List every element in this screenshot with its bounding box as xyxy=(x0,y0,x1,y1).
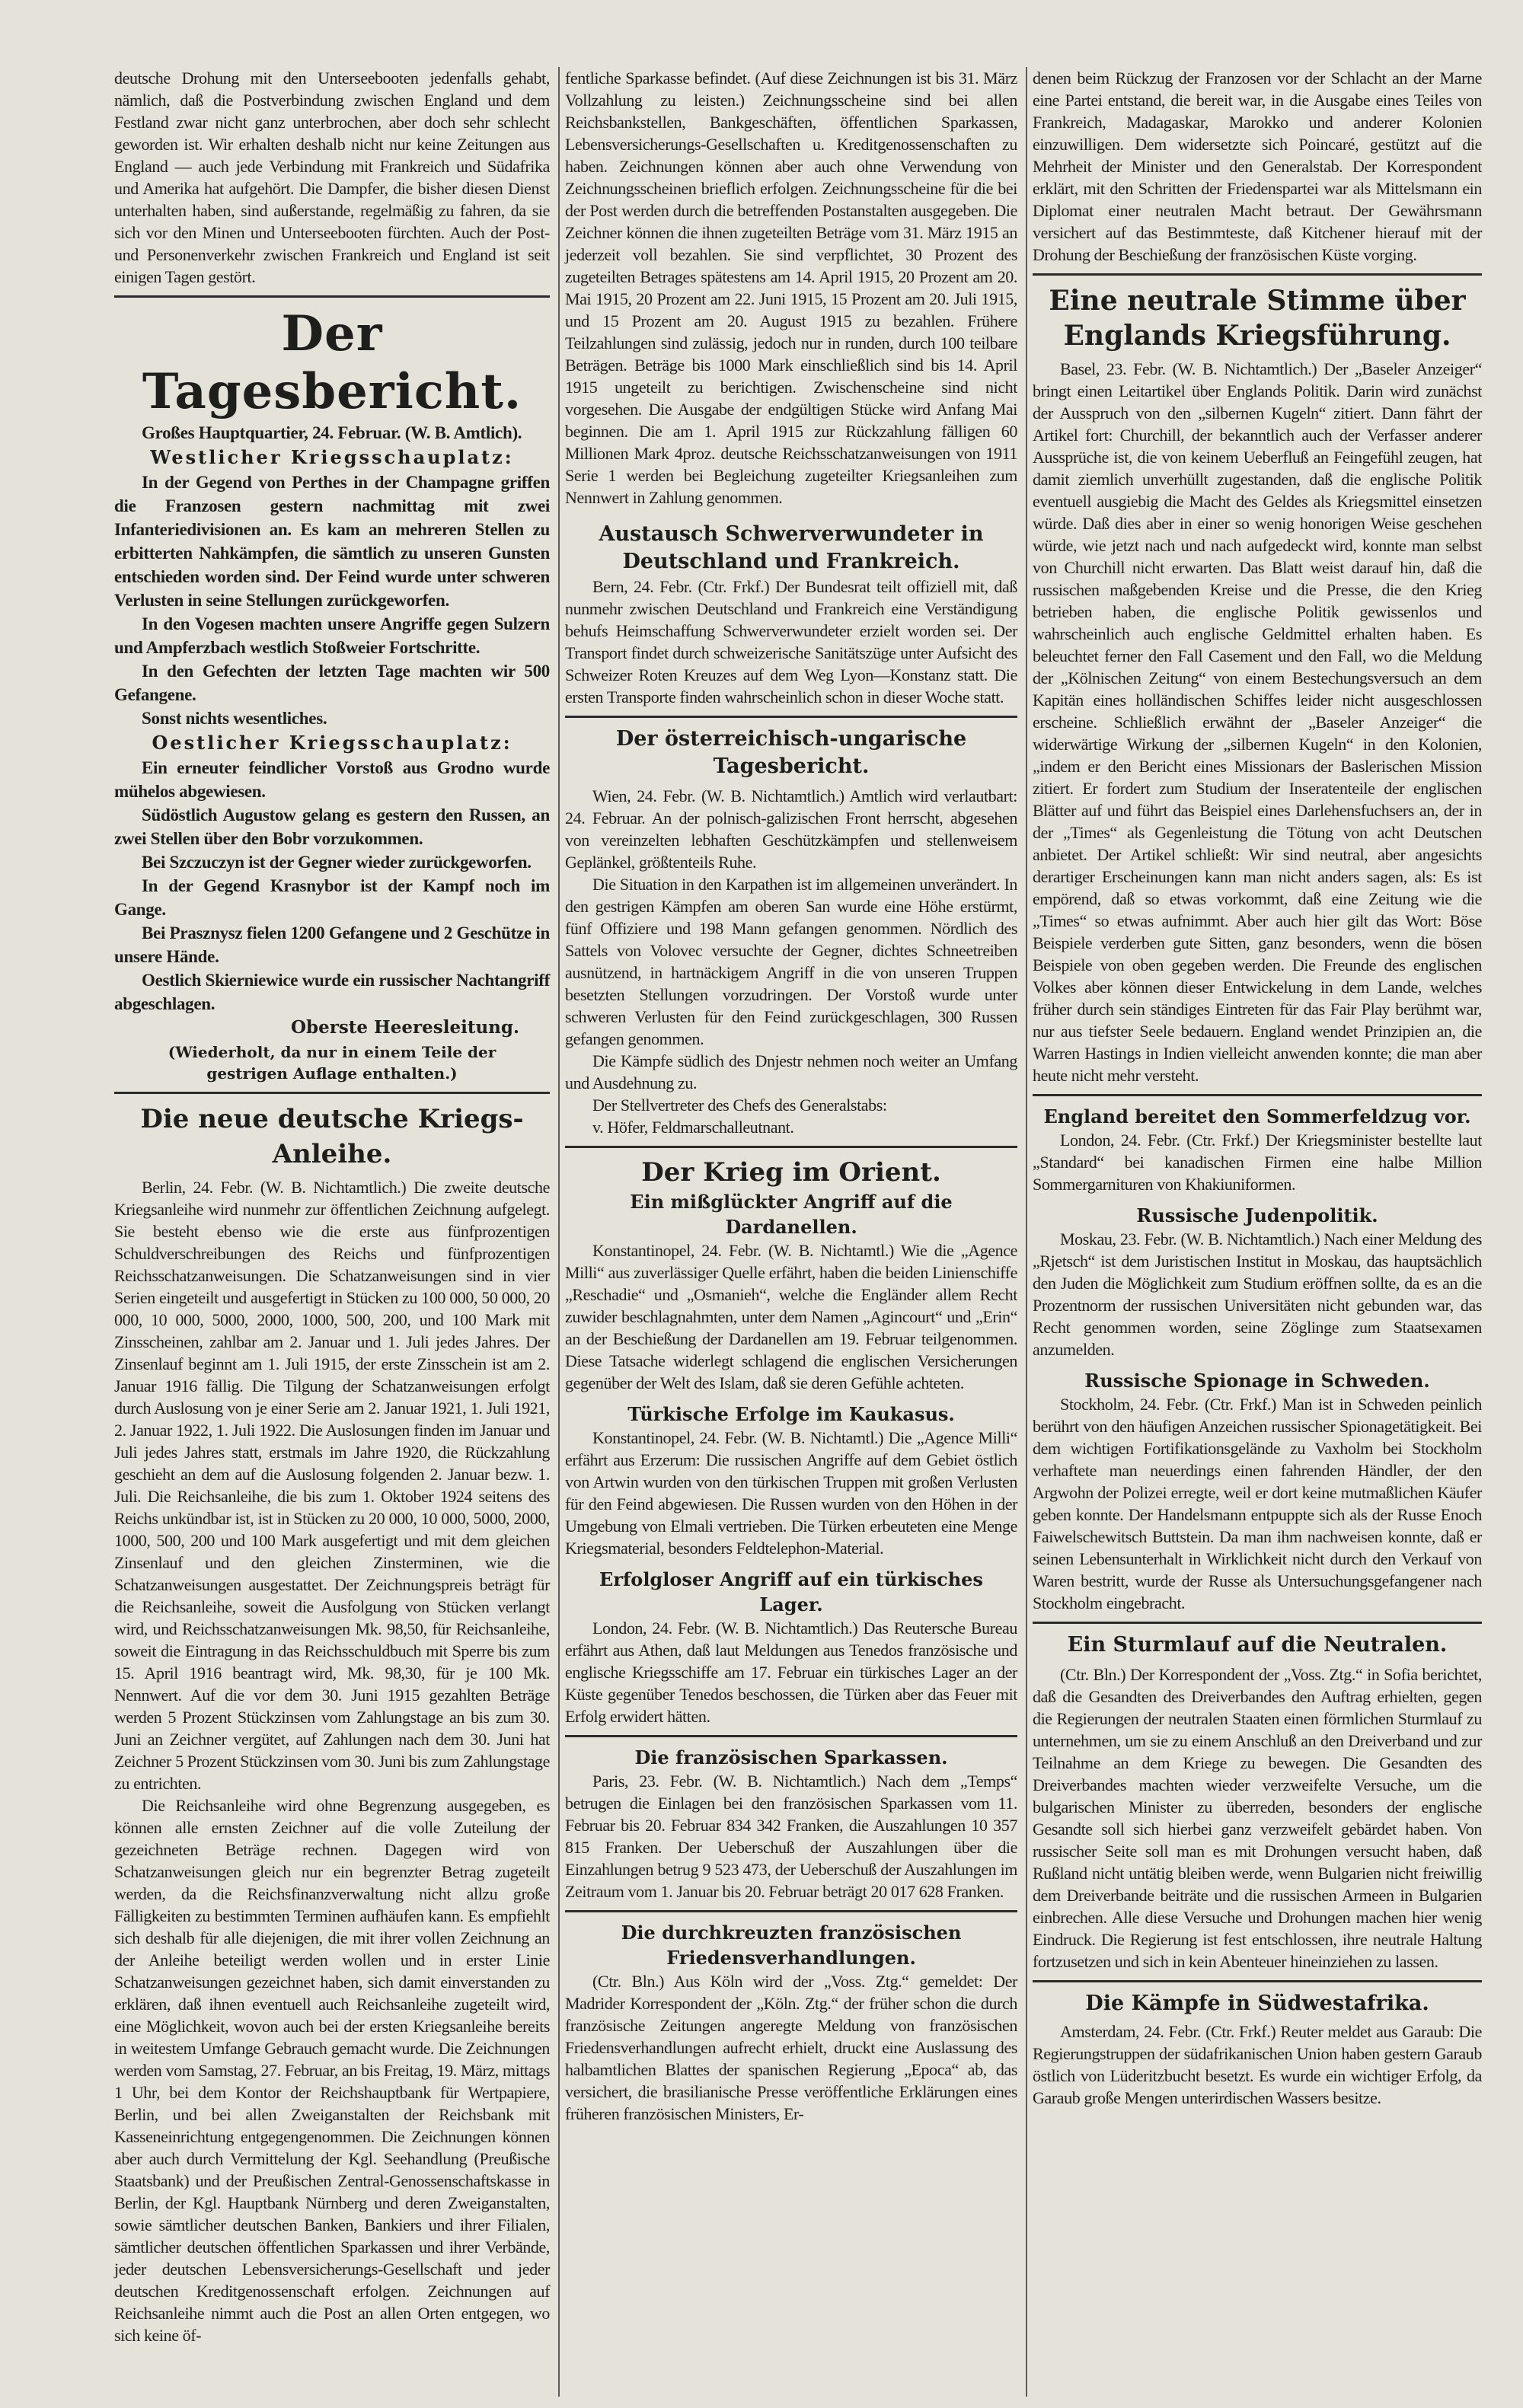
paragraph: Berlin, 24. Febr. (W. B. Nichtamtlich.) Die zweite deutsche Kriegsanleihe wird nunmehr zur öffentlichen Zeichnung aufgelegt. Sie besteht ebenso wie die erste aus fünfprozentigen Schuldverschreibungen des Reichs und fünfprozentigen Reichsschatzanweisungen. Die Schatzanweisungen sind in vier Serien eingeteilt und ausgefertigt in Stücken zu 100 000, 50 000, 20 000, 10 000, 5000, 2000, 1000, 500, 200, und 100 Mark mit Zinsscheinen, zahlbar am 2. Januar und 1. Juli jedes Jahres. Der Zinsenlauf beginnt am 1. Juli 1915, der erste Zinsschein ist am 2. Januar 1916 fällig. Die Tilgung der Schatzanweisungen erfolgt durch Auslosung von je einer Serie am 2. Januar 1921, 1. Juli 1921, 2. Januar 1922, 1. Juli 1922. Die Auslosungen finden im Januar und Juli jedes Jahres statt, erstmals im Jahre 1920, die Rückzahlung geschieht an dem auf die Auslosung folgenden 2. Januar bezw. 1. Juli. Die Reichsanleihe, die bis zum 1. Oktober 1924 seitens des Reichs unkündbar ist, ist in Stücken zu 20 000, 10 000, 5000, 2000, 1000, 500, 200 und 100 Mark ausgefertigt und mit dem gleichen Zinsenlauf und den gleichen Zinsterminen, wie die Schatzanweisungen ausgestattet. Der Zeichnungspreis beträgt für die Reichsanleihe, soweit die Ausfolgung von Stücken verlangt wird, und Reichsschatzanweisungen Mk. 98,50, für Reichsanleihe, soweit die Eintragung in das Reichsschuldbuch mit Sperre bis zum 15. April 1916 beantragt wird, Mk. 98,30, für je 100 Mk. Nennwert. Auf die vor dem 30. Juni 1915 gezahlten Beträge werden 5 Prozent Stückzinsen vom Zahlungstage an bis zum 30. Juni an Zeichner vergütet, auf Zahlungen nach dem 30. Juni hat Zeichner 5 Prozent Stückzinsen vom 30. Juni bis zum Zahlungstage zu entrichten. xyxy=(114,1178,550,1793)
paragraph: In den Gefechten der letzten Tage machten wir 500 Gefangene. xyxy=(114,662,550,704)
article-orient xyxy=(565,1156,1017,1727)
headline: Der Krieg im Orient. xyxy=(641,1157,941,1188)
paragraph: Die Reichsanleihe wird ohne Begrenzung ausgegeben, es können alle ernsten Zeichner auf die volle Zuteilung der gezeichneten Beträge rechnen. Dagegen wird von Schatzanweisungen gleich nur ein begrenzter Betrag zugeteilt werden, da die Reichsfinanzverwaltung nicht allzu große Fälligkeiten zu bestimmten Terminen aufhäufen kann. Es empfiehlt sich deshalb für alle diejenigen, die mit ihrer vollen Zeichnung an der Anleihe beteiligt werden wollen und in erster Linie Schatzanweisungen gezeichnet haben, sich damit einverstanden zu erklären, daß ihnen eventuell auch Reichsanleihe zugeteilt wird, eine Möglichkeit, wovon auch bei der ersten Kriegsanleihe bereits in weitestem Umfange Gebrauch gemacht wurde. Die Zeichnungen werden vom Samstag, 27. Februar, an bis Freitag, 19. März, mittags 1 Uhr, bei dem Kontor der Reichshauptbank für Wertpapiere, Berlin, und bei allen Zweiganstalten der Reichsbank mit Kasseneinrichtung entgegengenommen. Die Zeichnungen können aber auch durch Vermittelung der Kgl. Seehandlung (Preußische Staatsbank) und der Preußischen Zentral-Genossenschaftskasse in Berlin, der Kgl. Hauptbank Nürnberg und deren Zweiganstalten, sowie sämtlicher deutschen Banken, Bankiers und ihrer Filialen, sämtlicher deutschen öffentlichen Sparkassen und ihrer Verbände, jeder deutschen Lebensversicherungs-Gesellschaft und jeder deutschen Kreditgenossenschaft erfolgen. Zeichnungen auf Reichsanleihe nimmt auch die Post an allen Orten entgegen, wo sich keine öf- xyxy=(114,1796,550,2345)
article-sparkassen xyxy=(565,1745,1017,1902)
subheadline: Ein mißglückter Angriff auf die Dardanellen. xyxy=(630,1191,953,1238)
subheadline: Türkische Erfolge im Kaukasus. xyxy=(627,1403,955,1425)
paragraph: Bei Prasznysz fielen 1200 Gefangene und 2 Geschütze in unsere Hände. xyxy=(114,923,550,966)
signature-role: Der Stellvertreter des Chefs des Generalstabs: xyxy=(592,1096,887,1115)
article-neutrale-stimme xyxy=(1033,283,1482,1086)
paragraph: Paris, 23. Febr. (W. B. Nichtamtlich.) Nach dem „Temps“ betrugen die Einlagen bei den französischen Sparkassen vom 11. Februar bis 20. Februar 834 342 Franken, die Auszahlungen 10 357 815 Franken. Der Ueberschuß der Auszahlungen über die Einzahlungen betrug 9 523 473, der Ueberschuß der Auszahlungen im Zeitraum vom 1. Januar bis 20. Februar beträgt 20 017 628 Franken. xyxy=(565,1772,1017,1901)
column-1 xyxy=(114,67,550,2346)
paragraph: In der Gegend von Perthes in der Champagne griffen die Franzosen gestern nachmittag mit zwei Infanteriedivisionen an. Es kam an mehreren Stellen zu erbitterten Nahkämpfen, die sämtlich zu unseren Gunsten entschieden worden sind. Der Feind wurde unter schweren Verlusten in seine Stellungen zurückgeworfen. xyxy=(114,473,550,610)
paragraph: Bei Szczuczyn ist der Gegner wieder zurückgeworfen. xyxy=(142,853,532,872)
headline: Eine neutrale Stimme über Englands Kriegsführung. xyxy=(1049,285,1466,352)
section-heading-east: Oestlicher Kriegsschauplatz: xyxy=(152,732,512,754)
paragraph: Oestlich Skierniewice wurde ein russischer Nachtangriff abgeschlagen. xyxy=(114,971,550,1013)
headline: Russische Spionage in Schweden. xyxy=(1084,1370,1430,1392)
paragraph: In den Vogesen machten unsere Angriffe gegen Sulzern und Ampferzbach westlich Stoßweier Fortschritte. xyxy=(114,614,550,657)
headline: England bereitet den Sommerfeldzug vor. xyxy=(1043,1105,1471,1127)
divider xyxy=(114,1092,550,1094)
headline: Ein Sturmlauf auf die Neutralen. xyxy=(1067,1633,1448,1657)
divider xyxy=(565,1735,1017,1737)
paragraph: Bern, 24. Febr. (Ctr. Frkf.) Der Bundesrat teilt offiziell mit, daß nunmehr zwischen Deutschland und Frankreich eine Verständigung behufs Heimschaffung Schwerverwundeter erzielt worden sei. Der Transport findet durch schweizerische Sanitätszüge unter Aufsicht des Schweizer Roten Kreuzes auf dem Weg Lyon—Konstanz statt. Die ersten Transporte finden wahrscheinlich schon in dieser Woche statt. xyxy=(565,577,1017,706)
col1-continuation xyxy=(114,67,550,288)
article-tagesbericht xyxy=(114,305,550,1084)
editorial-note: (Wiederholt, da nur in einem Teile der gestrigen Auflage enthalten.) xyxy=(168,1043,496,1083)
signature-name: v. Höfer, Feldmarschalleutnant. xyxy=(592,1118,794,1137)
paragraph: Amsterdam, 24. Febr. (Ctr. Frkf.) Reuter meldet aus Garaub: Die Regierungstruppen der südafrikanischen Union haben gestern Garaub östlich von Lüderitzbucht besetzt. Es wurde ein wichtiger Erfolg, da Garaub große Mengen unterirdischen Wassers besitze. xyxy=(1033,2022,1482,2107)
signature: Oberste Heeresleitung. xyxy=(290,1017,519,1038)
divider xyxy=(565,1146,1017,1148)
article-austausch xyxy=(565,521,1017,708)
article-judenpolitik xyxy=(1033,1203,1482,1360)
paragraph: Südöstlich Augustow gelang es gestern den Russen, an zwei Stellen über den Bobr vorzukommen. xyxy=(114,805,550,848)
article-suedwestafrika xyxy=(1033,1990,1482,2109)
headline: Austausch Schwerverwundeter in Deutschland und Frankreich. xyxy=(599,522,984,573)
article-friedensverhandlungen xyxy=(565,1920,1017,2125)
divider xyxy=(565,1910,1017,1912)
headline: Die französischen Sparkassen. xyxy=(634,1746,948,1769)
paragraph: Moskau, 23. Febr. (W. B. Nichtamtlich.) Nach einer Meldung des „Rjetsch“ ist dem Juristischen Institut in Moskau, das hauptsächlich den Juden die Möglichkeit zum Studium eröffnen sollte, da es an die Prozentnorm der russischen Universitäten nicht gebunden war, das Recht genommen worden, seine Zöglinge zum Staatsexamen anzumelden. xyxy=(1033,1230,1482,1359)
column-rule-2 xyxy=(1026,67,1027,2397)
article-spionage xyxy=(1033,1368,1482,1614)
column-3 xyxy=(1033,67,1482,2109)
paragraph: Konstantinopel, 24. Febr. (W. B. Nichtamtl.) Wie die „Agence Milli“ aus zuverlässiger Quelle erfährt, haben die beiden Linienschiffe „Reschadie“ und „Osmanieh“, welche die Engländer allem Recht zuwider beschlagnahmten, unter dem Namen „Agincourt“ und „Erin“ an der Beschießung der Dardanellen am 19. Februar teilgenommen. Diese Tatsache widerlegt schlagend die englischen Versicherungen gegenüber der Welt des Islam, daß sie deren Gefühle achteten. xyxy=(565,1241,1017,1392)
section-heading-west: Westlicher Kriegsschauplatz: xyxy=(150,446,514,468)
paragraph: Ein erneuter feindlicher Vorstoß aus Grodno wurde mühelos abgewiesen. xyxy=(114,758,550,801)
divider xyxy=(1033,1980,1482,1982)
paragraph: denen beim Rückzug der Franzosen vor der Schlacht an der Marne eine Partei entstand, die bereit war, in die Ausgabe eines Teiles von Frankreich, Madagaskar, Marokko und anderer Kolonien einzuwilligen. Dem widersetzte sich Poincaré, gestützt auf die Mehrheit der Minister und den Generalstab. Der Korrespondent erklärt, mit den Schritten der Friedenspartei war als Mittelsmann ein Diplomat einer neutralen Macht betraut. Der Gewährsmann versichert auf das Bestimmteste, daß Kitchener hierauf mit der Drohung der Beschießung der französischen Küste vorging. xyxy=(1033,69,1482,264)
paragraph: Wien, 24. Febr. (W. B. Nichtamtlich.) Amtlich wird verlautbart: 24. Februar. An der polnisch-galizischen Front herrscht, abgesehen von vereinzelten lebhaften Geschützkämpfen und stellenweisem Geplänkel, größtenteils Ruhe. xyxy=(565,786,1017,872)
headline: Der Tagesbericht. xyxy=(142,305,522,420)
article-oesterreich xyxy=(565,726,1017,1138)
paragraph: London, 24. Febr. (Ctr. Frkf.) Der Kriegsminister bestellte laut „Standard“ bei kanadischen Firmen eine halbe Million Sommergarnituren von Khakiuniformen. xyxy=(1033,1131,1482,1194)
col2-continuation xyxy=(565,67,1017,509)
headline: Russische Judenpolitik. xyxy=(1136,1204,1378,1226)
paragraph: (Ctr. Bln.) Der Korrespondent der „Voss. Ztg.“ in Sofia berichtet, daß die Gesandten des Dreiverbandes den Auftrag erhielten, gegen die Regierungen der neutralen Staaten einen förmlichen Sturmlauf zu unternehmen, um sie zu einem Anschluß an den Dreiverband und zur Teilnahme an dem Kriege zu bewegen. Die Gesandten des Dreiverbandes machten wieder verzweifelte Versuche, um die bulgarischen Minister zu überreden, besonders der englische Gesandte soll sich hierbei ganz verzweifelt gebärdet haben. Von russischer Seite soll man es mit Drohungen versucht haben, daß Rußland nicht untätig bleiben werde, wenn Bulgarien nicht freiwillig dem Dreiverbande beiträte und die russischen Armeen in Bulgarien einbrechen. Alle diese Versuche und Drohungen machen hier wenig Eindruck. Die Regierung ist fest entschlossen, ihre neutrale Haltung fortzusetzen und sich in kein Abenteuer hineinziehen zu lassen. xyxy=(1033,1665,1482,1971)
divider xyxy=(114,295,550,298)
column-2 xyxy=(565,67,1017,2125)
headline: Der österreichisch-ungarische Tagesbericht. xyxy=(615,727,967,778)
subheadline: Erfolgloser Angriff auf ein türkisches Lager. xyxy=(599,1568,983,1615)
col3-continuation xyxy=(1033,67,1482,266)
paragraph: Die Kämpfe südlich des Dnjestr nehmen noch weiter an Umfang und Ausdehnung zu. xyxy=(565,1051,1017,1092)
divider xyxy=(1033,1094,1482,1096)
column-rule-1 xyxy=(558,67,560,2397)
paragraph: Sonst nichts wesentliches. xyxy=(142,709,327,728)
headline: Die durchkreuzten französischen Friedensverhandlungen. xyxy=(621,1922,962,1969)
paragraph: London, 24. Febr. (W. B. Nichtamtlich.) Das Reutersche Bureau erfährt aus Athen, daß laut Meldungen aus Tenedos französische und englische Kriegsschiffe am 17. Februar ein türkisches Lager an der Küste gegenüber Tenedos beschossen, die Türken aber das Feuer mit Erfolg erwidert hätten. xyxy=(565,1619,1017,1726)
paragraph: (Ctr. Bln.) Aus Köln wird der „Voss. Ztg.“ gemeldet: Der Madrider Korrespondent der „Köln. Ztg.“ der früher schon die durch französische Zeitungen angeregte Meldung von französischen Friedensverhandlungen aufrecht erhielt, druckt eine Auslassung des halbamtlichen Blattes der spanischen Regierung „Epoca“ ab, das versichert, die brasilianische Presse veröffentliche Erklärungen eines früheren französischen Ministers, Er- xyxy=(565,1972,1017,2123)
paragraph: deutsche Drohung mit den Unterseebooten jedenfalls gehabt, nämlich, daß die Postverbindung zwischen England und dem Festland zwar nicht ganz unterbrochen, aber doch sehr schlecht geworden ist. Wir erhalten deshalb nicht nur keine Zeitungen aus England — auch jede Verbindung mit Frankreich und Südafrika und Amerika hat aufgehört. Die Dampfer, die bisher diesen Dienst unterhalten haben, sind außerstande, regelmäßig zu fahren, da sie sich vor den Minen und Unterseebooten fürchten. Auch der Post- und Personenverkehr zwischen Frankreich und England ist seit einigen Tagen gestört. xyxy=(114,69,550,286)
divider xyxy=(1033,273,1482,276)
paragraph: Die Situation in den Karpathen ist im allgemeinen unverändert. In den gestrigen Kämpfen am oberen San wurde eine Höhe erstürmt, fünf Offiziere und 198 Mann gefangen genommen. Nördlich des Sattels von Volovec versuchte der Gegner, dichtes Schneetreiben ausnützend, in hartnäckigem Angriff in die von unseren Truppen besetzten Stellungen vorzudringen. Der Vorstoß wurde unter schweren Verlusten für den Feind zurückgeschlagen, 300 Russen gefangen genommen. xyxy=(565,875,1017,1048)
article-sturmlauf xyxy=(1033,1631,1482,1973)
paragraph: Stockholm, 24. Febr. (Ctr. Frkf.) Man ist in Schweden peinlich berührt von den häufigen Anzeichen russischer Spionagetätigkeit. Bei dem wichtigen Fortifikationsgelände zu Vaxholm bei Stockholm verhaftete man neuerdings einen fahrenden Händler, der den Argwohn der Polizei erregte, weil er dort keine mutmaßlichen Käufer geben konnte. Der Handelsmann entpuppte sich als der Russe Enoch Faiwelschewitsch Buttstein. Da man ihm nachweisen konnte, daß er seinen Lebensunterhalt in Wirklichkeit nicht durch den Verkauf von Waren bestritt, wurde der Russe als Untersuchungsgefangener nach Stockholm eingebracht. xyxy=(1033,1395,1482,1612)
divider xyxy=(565,716,1017,718)
paragraph: In der Gegend Krasnybor ist der Kampf noch im Gange. xyxy=(114,876,550,919)
headline: Die Kämpfe in Südwestafrika. xyxy=(1085,1992,1429,2015)
paragraph: Konstantinopel, 24. Febr. (W. B. Nichtamtl.) Die „Agence Milli“ erfährt aus Erzerum: Die russischen Angriffe auf dem Gebiet östlich von Artwin wurden von den türkischen Truppen mit großen Verlusten für den Feind abgewiesen. Die Russen wurden von den Höhen in der Umgebung von Elmali vertrieben. Die Türken erbeuteten eine Menge Kriegsmaterial, besonders Feldtelephon-Material. xyxy=(565,1428,1017,1558)
headline: Die neue deutsche Kriegs-Anleihe. xyxy=(140,1104,524,1169)
divider xyxy=(1033,1622,1482,1624)
article-kriegsanleihe xyxy=(114,1102,550,2346)
paragraph: Basel, 23. Febr. (W. B. Nichtamtlich.) Der „Baseler Anzeiger“ bringt einen Leitartikel über Englands Politik. Darin wird zunächst der Ausspruch von den „silbernen Kugeln“ zitiert. Dann fährt der Artikel fort: Churchill, der bekanntlich auch der Verfasser anderer Aussprüche ist, die von keinem Ueberfluß an Feingefühl zeugen, hat damit ziemlich unverhüllt zugestanden, daß die englische Politik eventuell ausgiebig die Macht des Geldes als Kriegsmittel einsetzen würde. Daß dies aber in einer so wenig honorigen Weise geschehen würde, wie jetzt nach und nach aufgedeckt wird, konnte man selbst von Churchill nicht erwarten. Das Blatt weist darauf hin, daß die russischen maßgebenden Kreise und die Presse, die den Krieg betrieben haben, die englische Politik gewissenlos und wahrscheinlich auch englische Geldmittel erhalten haben. Es beleuchtet ferner den Fall Casement und den Fall, wo die Meldung der „Kölnischen Zeitung“ von einem Bestechungsversuch an dem Kapitän eines holländischen Schiffes leider nicht ausgeschlossen erscheine. Schließlich erwähnt der „Baseler Anzeiger“ die widerwärtige Wirkung der „silbernen Kugeln“ in den Kolonien, „indem er den Bericht eines Missionars der Baslerischen Mission zitiert. Er fordert zum Studium der Inseratenteile der englischen Blätter auf und führt das Beispiel eines Darlehensfuchsers an, der in der „Times“ als Gegenleistung die Tötung von acht Deutschen anbietet. Der Artikel schließt: Wir sind neutral, aber angesichts derartiger Erscheinungen kann man nicht anders sagen, als: Es ist empörend, daß so etwas vorkommt, daß eine Zeitung wie die „Times“ so etwas aufnimmt. Aber auch hier gilt das Wort: Böse Beispiele verderben gute Sitten, ganz besonders, wenn die bösen Beispiele von oben gegeben werden. Die Freunde des englischen Volkes aber können dieser Entwickelung in dem Lande, welches früher durch sein ständiges Eintreten für das Fair Play berühmt war, nur aus tiefster Seele bedauern. England wendet Prinzipien an, die Warren Hastings in Indien vielleicht anwenden konnte; die man aber heute nicht mehr versteht. xyxy=(1033,359,1482,1085)
dateline: Großes Hauptquartier, 24. Februar. (W. B. Amtlich). xyxy=(142,423,522,442)
article-sommerfeldzug xyxy=(1033,1104,1482,1195)
paragraph: fentliche Sparkasse befindet. (Auf diese Zeichnungen ist bis 31. März Vollzahlung zu leisten.) Zeichnungsscheine sind bei allen Reichsbankstellen, Bankgeschäften, öffentlichen Sparkassen, Lebensversicherungs-Gesellschaften u. Kreditgenossenschaften zu haben. Zeichnungen können aber auch ohne Verwendung von Zeichnungsscheinen brieflich erfolgen. Zeichnungsscheine für die bei der Post werden durch die betreffenden Postanstalten ausgegeben. Die Zeichner können die ihnen zugeteilten Beträge vom 31. März 1915 an jederzeit voll bezahlen. Sie sind verpflichtet, 30 Prozent des zugeteilten Betrages spätestens am 14. April 1915, 20 Prozent am 20. Mai 1915, 20 Prozent am 22. Juni 1915, 15 Prozent am 20. Juli 1915, und 15 Prozent am 20. August 1915 zu bezahlen. Frühere Teilzahlungen sind zulässig, jedoch nur in runden, durch 100 teilbare Beträgen. Beträge bis 1000 Mark einschließlich sind bis 14. April 1915 ungeteilt zu berichtigen. Zwischenscheine sind nicht vorgesehen. Die Ausgabe der endgültigen Stücke wird Anfang Mai beginnen. Die am 1. April 1915 zur Rückzahlung fälligen 60 Millionen Mark 4proz. deutsche Reichsschatzanweisungen von 1911 Serie 1 werden bei Begleichung zugeteilter Kriegsanleihen zum Nennwert in Zahlung genommen. xyxy=(565,69,1017,507)
